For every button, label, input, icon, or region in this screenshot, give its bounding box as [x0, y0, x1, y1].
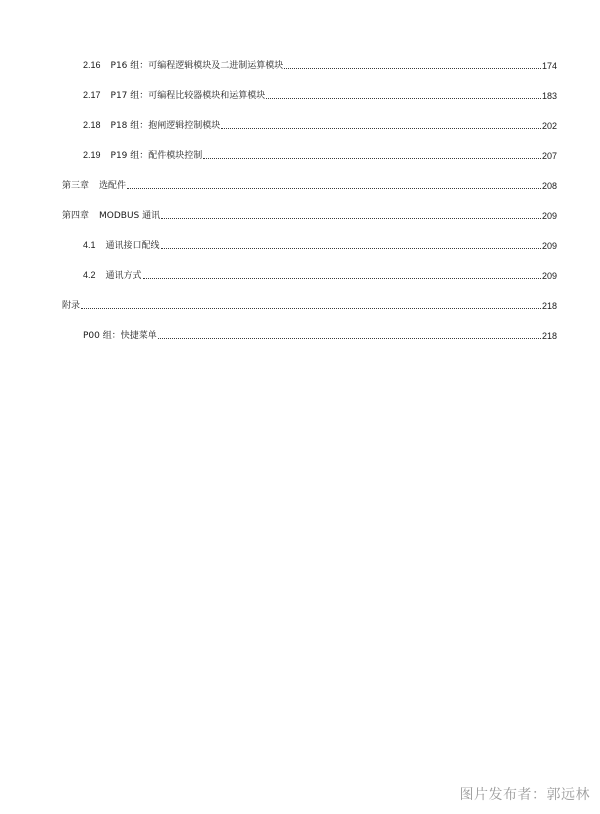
toc-entry — [83, 148, 557, 162]
dot-leader — [284, 68, 541, 69]
toc-entry-number: 第四章 — [62, 211, 90, 221]
toc-entry-number: 2.19 — [83, 150, 101, 160]
toc-entry-page: 183 — [541, 91, 557, 101]
toc-entry-title: MODBUS 通讯 — [99, 211, 161, 221]
toc-entry-title: P16 组：可编程逻辑模块及二进制运算模块 — [110, 61, 284, 71]
toc-entry — [83, 58, 557, 72]
toc-entry-number: 第三章 — [62, 181, 90, 191]
toc-entry-page: 209 — [541, 241, 557, 251]
dot-leader — [266, 98, 541, 99]
toc-entry-title: 选配件 — [99, 181, 127, 191]
toc-entry — [83, 268, 557, 282]
toc-entry — [83, 88, 557, 102]
toc-entry-page: 207 — [541, 151, 557, 161]
toc-entry-title: P00 组：快捷菜单 — [83, 331, 157, 341]
toc-entry-title: 通讯接口配线 — [105, 241, 160, 251]
dot-leader — [127, 188, 541, 189]
toc-entry-number: 4.1 — [83, 240, 96, 250]
toc-chapter-entry — [62, 298, 557, 312]
toc-entry-title: 附录 — [62, 301, 81, 311]
toc-entry-number: 2.17 — [83, 90, 101, 100]
toc-chapter-entry — [62, 178, 557, 192]
toc-entry-title: P18 组：抱闸逻辑控制模块 — [110, 121, 221, 131]
toc-entry-page: 218 — [541, 331, 557, 341]
dot-leader — [203, 158, 541, 159]
toc-entry-number: 2.18 — [83, 120, 101, 130]
dot-leader — [221, 128, 541, 129]
toc-entry-page: 209 — [541, 271, 557, 281]
toc-chapter-entry — [62, 208, 557, 222]
toc-entry — [83, 238, 557, 252]
toc-entry-page: 202 — [541, 121, 557, 131]
toc-entry-title: P19 组：配件模块控制 — [110, 151, 203, 161]
dot-leader — [161, 218, 541, 219]
dot-leader — [143, 278, 541, 279]
toc-entry-page: 209 — [541, 211, 557, 221]
toc-entry-title: 通讯方式 — [105, 271, 142, 281]
toc-entry-page: 208 — [541, 181, 557, 191]
toc-entry-title: P17 组：可编程比较器模块和运算模块 — [110, 91, 266, 101]
dot-leader — [158, 338, 541, 339]
toc-entry-page: 174 — [541, 61, 557, 71]
toc-entry — [83, 118, 557, 132]
dot-leader — [161, 248, 541, 249]
toc-entry-page: 218 — [541, 301, 557, 311]
toc-entry-number: 4.2 — [83, 270, 96, 280]
toc-entry — [83, 328, 557, 342]
publisher-watermark: 图片发布者：郭远林 — [459, 787, 590, 803]
toc-entry-number: 2.16 — [83, 60, 101, 70]
dot-leader — [81, 308, 541, 309]
